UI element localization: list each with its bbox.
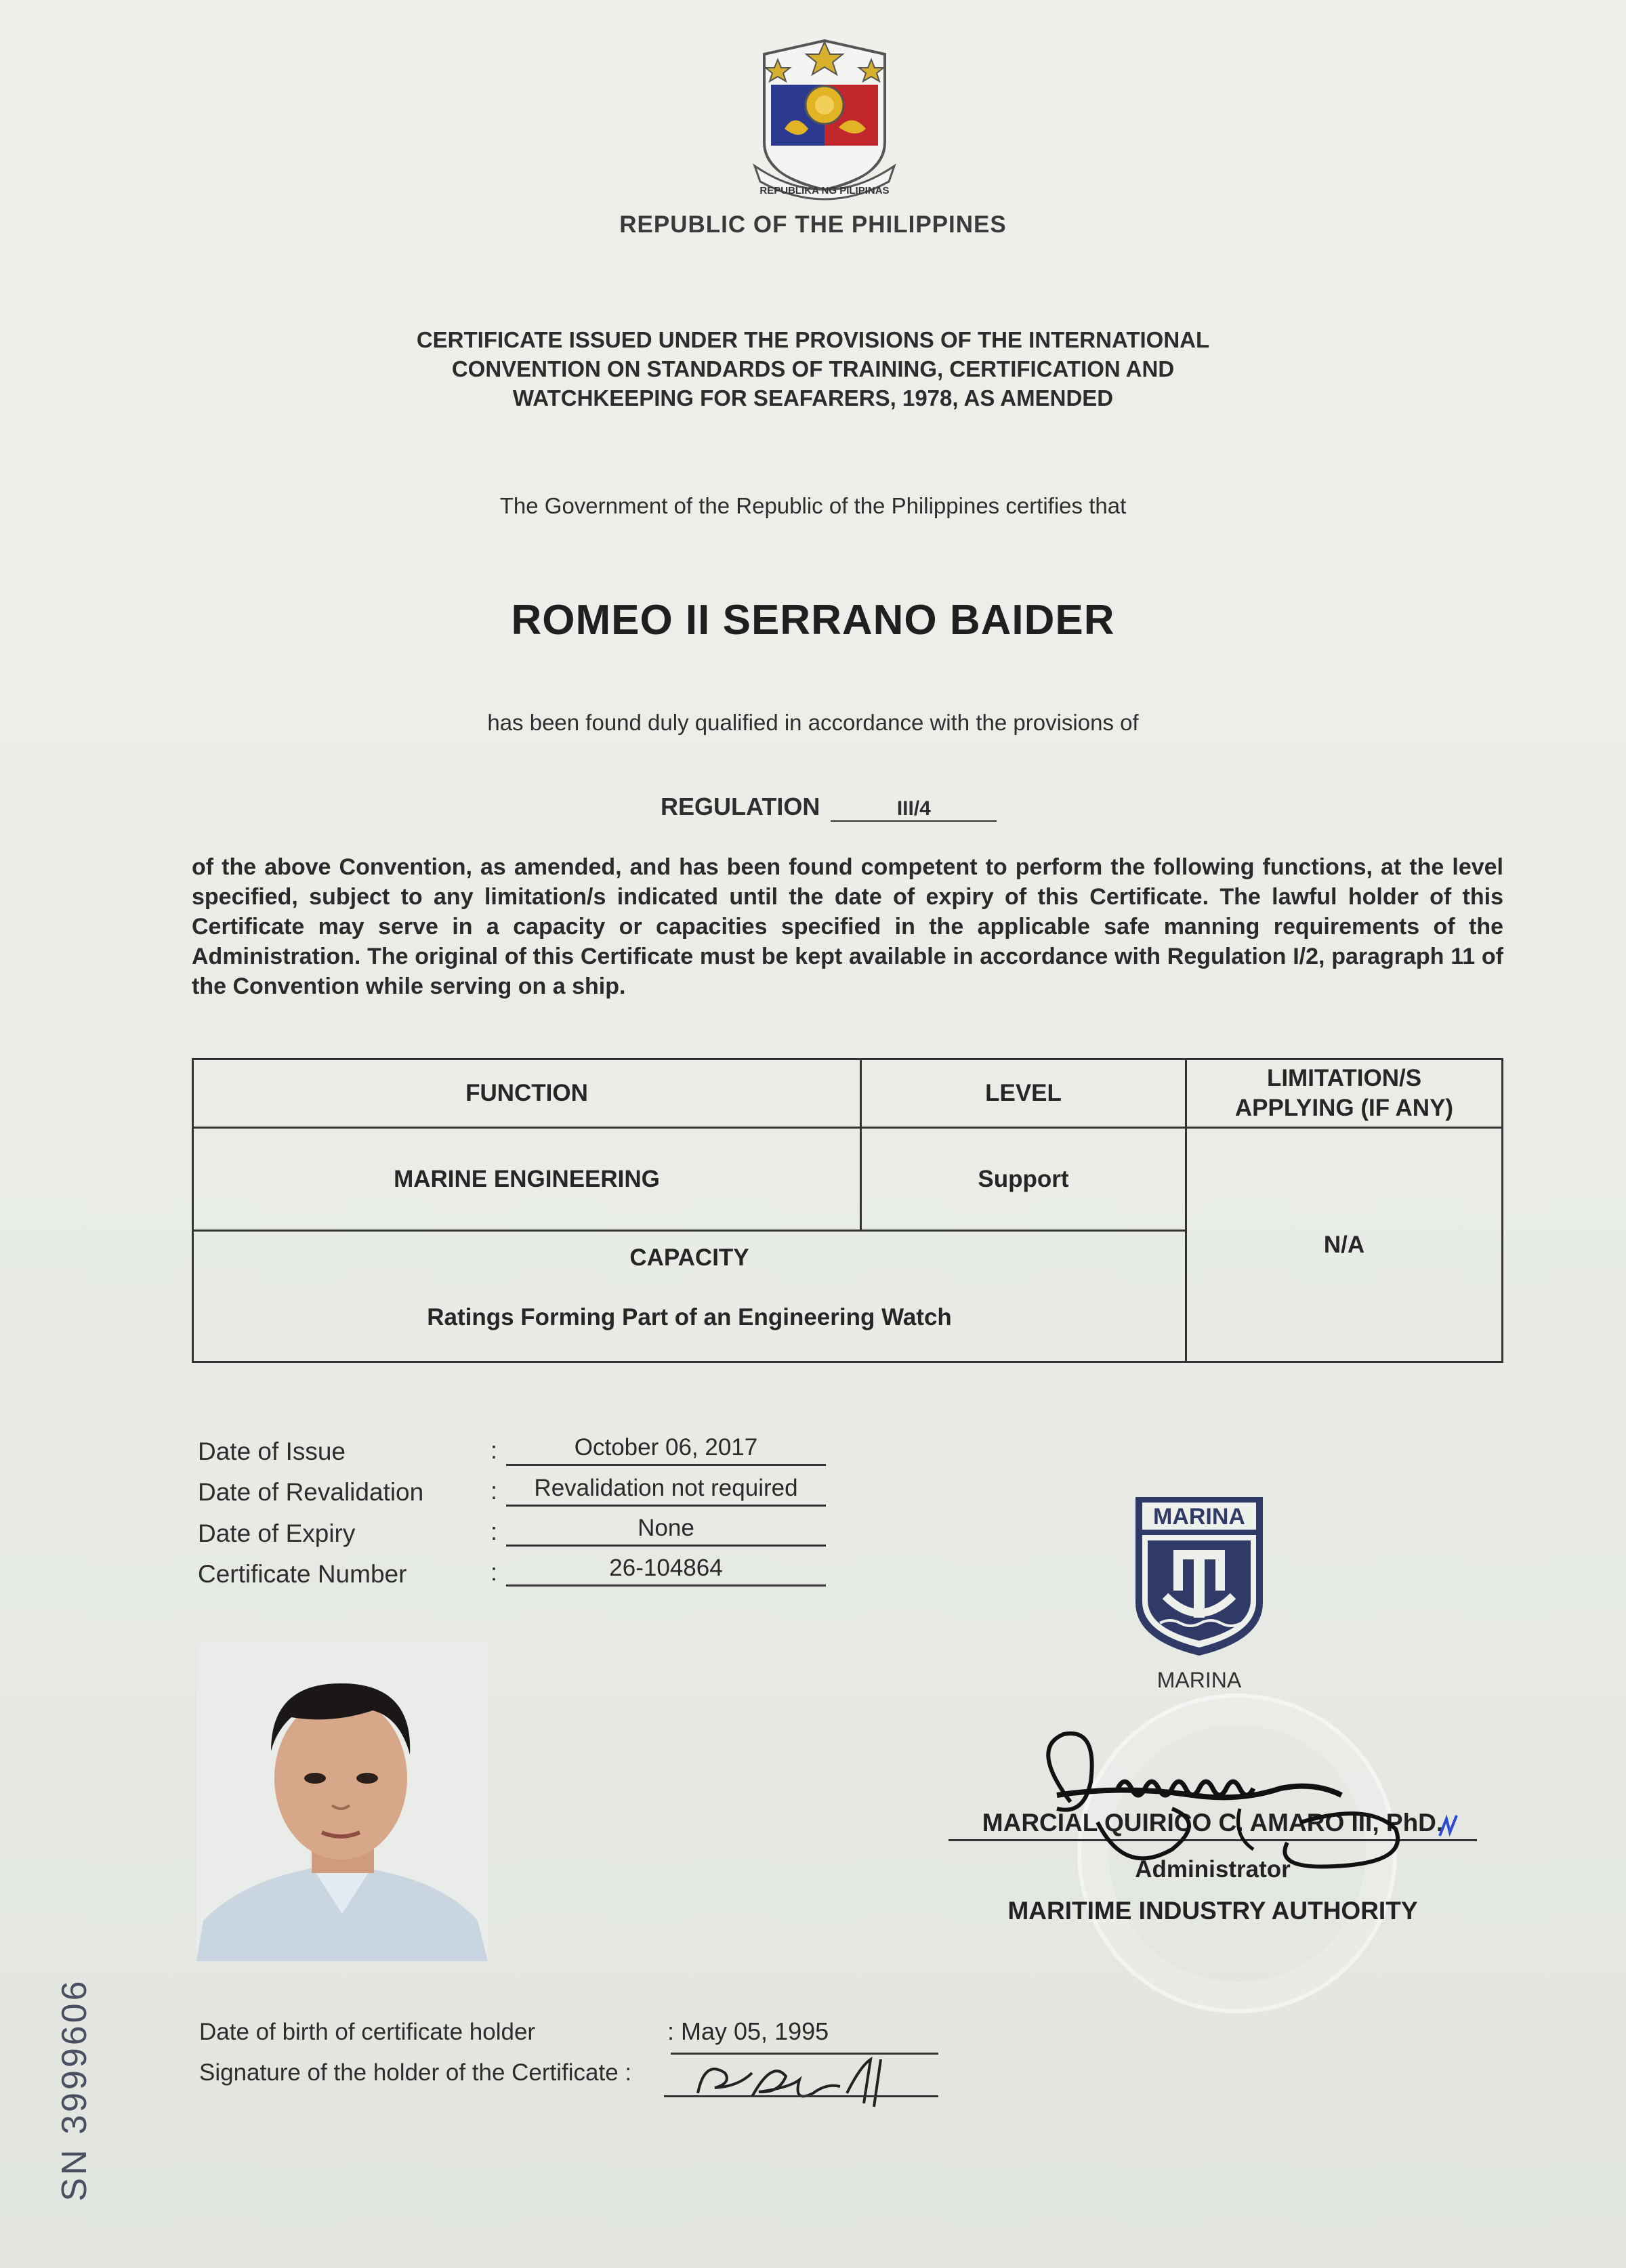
philippine-coat-of-arms-seal (744, 27, 905, 209)
function-header: FUNCTION (465, 1080, 588, 1106)
regulation-line (661, 793, 997, 822)
table-divider (194, 1230, 1186, 1232)
capacity-value: Ratings Forming Part of an Engineering Watch (427, 1304, 952, 1330)
dob-value: : May 05, 1995 (667, 2017, 829, 2045)
certificate-number-colon: : (491, 1558, 498, 1586)
expiry-date-colon: : (491, 1517, 498, 1545)
svg-text:MARINA: MARINA (1153, 1504, 1245, 1530)
certificate-number-label: Certificate Number (198, 1560, 407, 1588)
capacity-label: CAPACITY (629, 1244, 749, 1271)
revalidation-date-label: Date of Revalidation (198, 1478, 424, 1506)
certifies-statement: The Government of the Republic of the Philippines certifies that (499, 493, 1127, 518)
regulation-label: REGULATION (661, 793, 820, 820)
revalidation-date-colon: : (491, 1477, 498, 1505)
heading-line: WATCHKEEPING FOR SEAFARERS, 1978, AS AMENDED (512, 385, 1114, 411)
expiry-date-label: Date of Expiry (198, 1519, 356, 1547)
heading-line: CERTIFICATE ISSUED UNDER THE PROVISIONS OF THE INTERNATIONAL (416, 327, 1210, 352)
regulation-value: III/4 (831, 797, 997, 822)
holder-photo (196, 1643, 488, 1961)
limitation-header (1187, 1060, 1501, 1127)
holder-signature-underline (664, 2095, 938, 2097)
level-header: LEVEL (985, 1080, 1062, 1106)
revalidation-date-value: Revalidation not required (506, 1475, 826, 1507)
level-value: Support (978, 1165, 1069, 1192)
holder-name: ROMEO II SERRANO BAIDER (511, 597, 1115, 644)
competence-paragraph: of the above Convention, as amended, and has been found competent to perform the following functions, at the level specified, subject to any limitation/s indicated until the date of expiry of this Certificate. The lawful holder of this Certificate may serve in a capacity or capacities specified in the applicable safe manning requirements of the Administration. The original of this Certificate must be kept available in accordance with Regulation I/2, paragraph 11 of the Convention while serving on a ship. (192, 854, 1503, 999)
country-title: REPUBLIC OF THE PHILIPPINES (619, 211, 1007, 238)
marina-caption: MARINA (1156, 1668, 1242, 1692)
issue-date-value: October 06, 2017 (506, 1434, 826, 1466)
signatory-name: MARCIAL QUIRICO C. AMARO III, PhD. (982, 1809, 1444, 1836)
certificate-number-value: 26-104864 (506, 1555, 826, 1587)
marina-logo-icon (1133, 1494, 1266, 1658)
limitation-header-line: APPLYING (IF ANY) (1234, 1095, 1454, 1121)
signatory-title: Administrator (1135, 1856, 1291, 1883)
limitation-value: N/A (1323, 1231, 1365, 1258)
svg-text:REPUBLIKA NG PILIPINAS: REPUBLIKA NG PILIPINAS (759, 185, 890, 196)
holder-signature-label: Signature of the holder of the Certificate : (199, 2059, 632, 2086)
function-value: MARINE ENGINEERING (394, 1165, 660, 1192)
holder-signature (678, 2046, 921, 2114)
issue-date-label: Date of Issue (198, 1437, 346, 1465)
issue-date-colon: : (491, 1436, 498, 1464)
dob-label: Date of birth of certificate holder (199, 2019, 536, 2045)
certificate-heading (0, 325, 1626, 413)
expiry-date-value: None (506, 1515, 826, 1547)
heading-line: CONVENTION ON STANDARDS OF TRAINING, CERTIFICATION AND (451, 356, 1175, 381)
serial-number: SN 3999606 (55, 1978, 94, 2202)
functions-table (192, 1058, 1503, 1363)
administrator-signature (1016, 1721, 1490, 1897)
limitation-header-line: LIMITATION/S (1266, 1065, 1422, 1091)
qualified-statement: has been found duly qualified in accordance with the provisions of (487, 710, 1139, 735)
issuing-organization: MARITIME INDUSTRY AUTHORITY (1007, 1897, 1418, 1925)
